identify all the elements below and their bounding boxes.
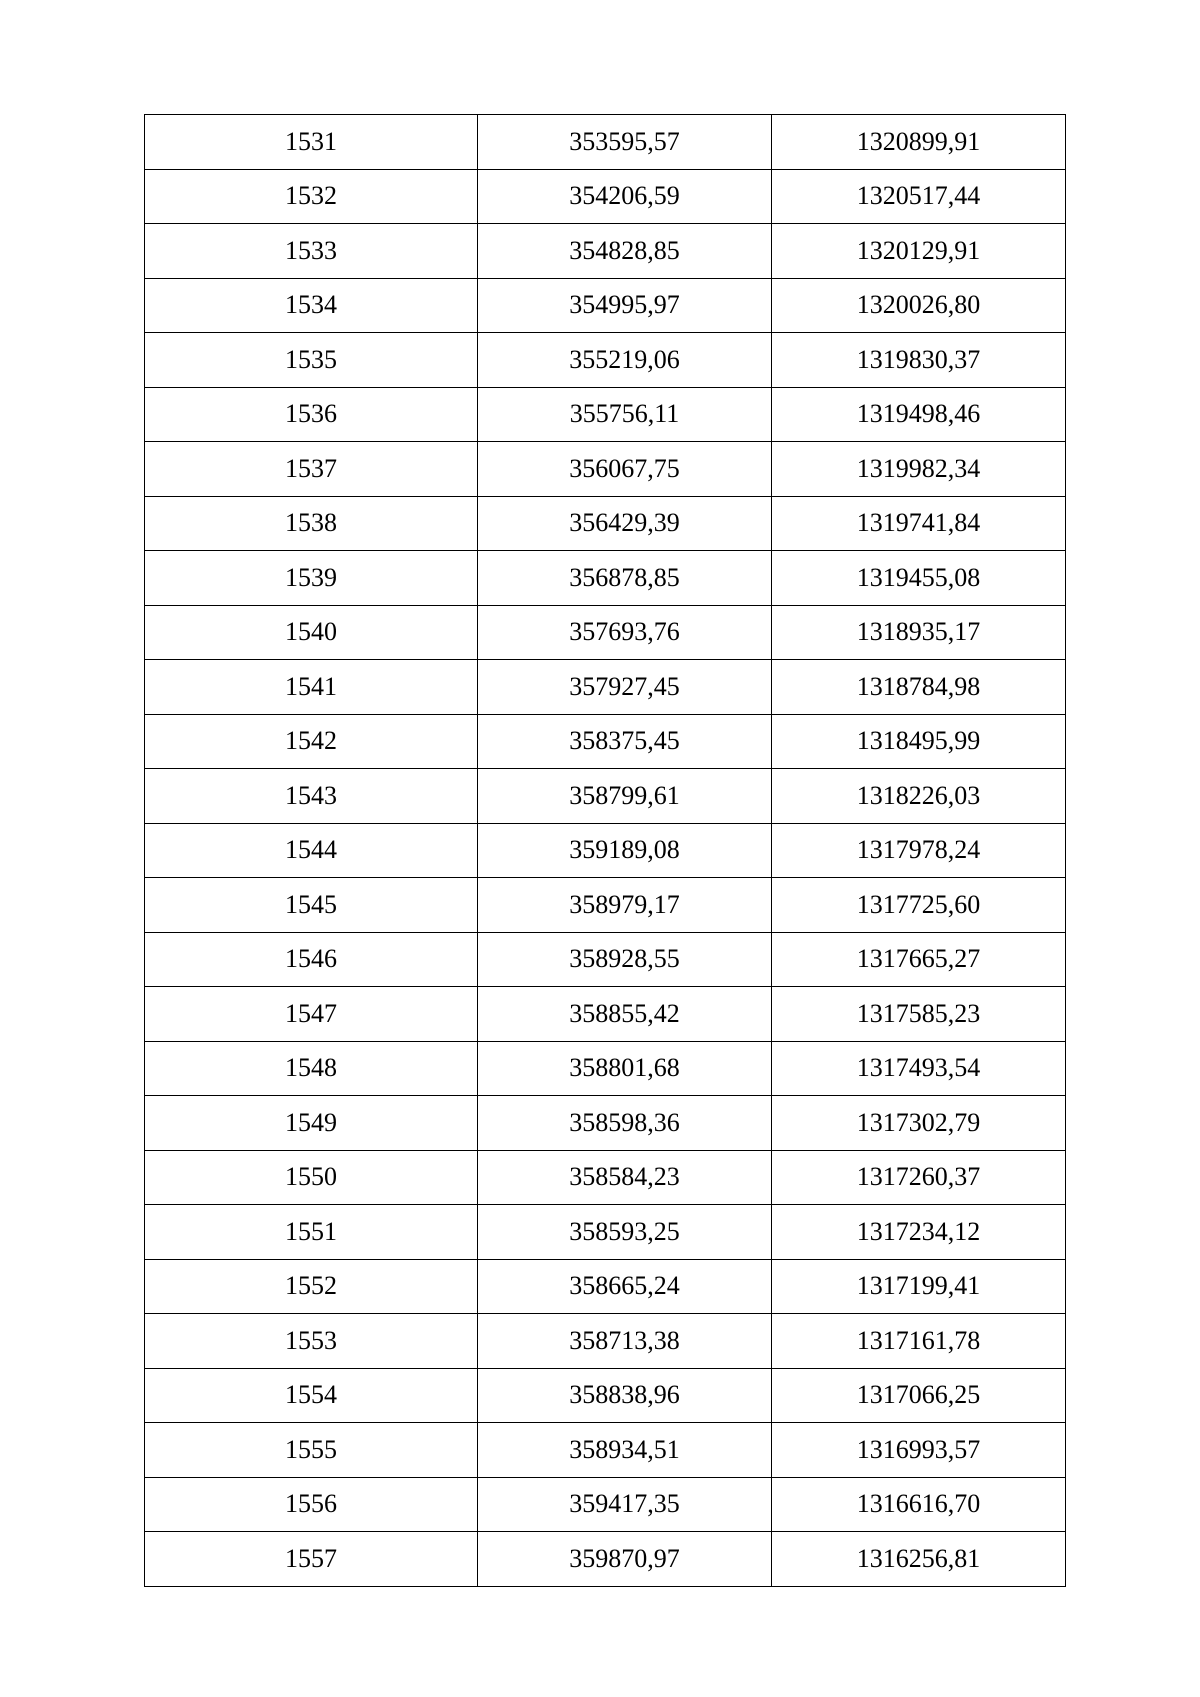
- table-row: [145, 496, 1066, 551]
- point-number-cell: 1544: [145, 823, 478, 878]
- coordinates-table: [144, 114, 1066, 1587]
- x-coordinate-cell: 358934,51: [478, 1423, 772, 1478]
- x-coordinate-cell: 358584,23: [478, 1150, 772, 1205]
- y-coordinate-cell: 1317234,12: [772, 1205, 1066, 1260]
- y-coordinate-cell: 1319455,08: [772, 551, 1066, 606]
- table-row: [145, 551, 1066, 606]
- y-coordinate-cell: 1320899,91: [772, 115, 1066, 170]
- point-number-cell: 1546: [145, 932, 478, 987]
- table-row: [145, 1368, 1066, 1423]
- table-row: [145, 333, 1066, 388]
- x-coordinate-cell: 358375,45: [478, 714, 772, 769]
- table-row: [145, 1205, 1066, 1260]
- y-coordinate-cell: 1317161,78: [772, 1314, 1066, 1369]
- y-coordinate-cell: 1320129,91: [772, 224, 1066, 279]
- x-coordinate-cell: 354828,85: [478, 224, 772, 279]
- point-number-cell: 1552: [145, 1259, 478, 1314]
- x-coordinate-cell: 358593,25: [478, 1205, 772, 1260]
- x-coordinate-cell: 358665,24: [478, 1259, 772, 1314]
- table-row: [145, 932, 1066, 987]
- point-number-cell: 1535: [145, 333, 478, 388]
- point-number-cell: 1543: [145, 769, 478, 824]
- table-row: [145, 115, 1066, 170]
- x-coordinate-cell: 355756,11: [478, 387, 772, 442]
- table-row: [145, 660, 1066, 715]
- y-coordinate-cell: 1317199,41: [772, 1259, 1066, 1314]
- y-coordinate-cell: 1317665,27: [772, 932, 1066, 987]
- x-coordinate-cell: 354206,59: [478, 169, 772, 224]
- y-coordinate-cell: 1318226,03: [772, 769, 1066, 824]
- y-coordinate-cell: 1317978,24: [772, 823, 1066, 878]
- table-row: [145, 987, 1066, 1042]
- table-row: [145, 1096, 1066, 1151]
- x-coordinate-cell: 356878,85: [478, 551, 772, 606]
- y-coordinate-cell: 1316993,57: [772, 1423, 1066, 1478]
- x-coordinate-cell: 355219,06: [478, 333, 772, 388]
- point-number-cell: 1557: [145, 1532, 478, 1587]
- x-coordinate-cell: 354995,97: [478, 278, 772, 333]
- table-row: [145, 1477, 1066, 1532]
- x-coordinate-cell: 356067,75: [478, 442, 772, 497]
- y-coordinate-cell: 1320026,80: [772, 278, 1066, 333]
- point-number-cell: 1555: [145, 1423, 478, 1478]
- point-number-cell: 1531: [145, 115, 478, 170]
- point-number-cell: 1532: [145, 169, 478, 224]
- point-number-cell: 1542: [145, 714, 478, 769]
- point-number-cell: 1549: [145, 1096, 478, 1151]
- table-row: [145, 169, 1066, 224]
- point-number-cell: 1554: [145, 1368, 478, 1423]
- x-coordinate-cell: 358799,61: [478, 769, 772, 824]
- point-number-cell: 1536: [145, 387, 478, 442]
- y-coordinate-cell: 1317260,37: [772, 1150, 1066, 1205]
- table-row: [145, 278, 1066, 333]
- point-number-cell: 1551: [145, 1205, 478, 1260]
- table-row: [145, 224, 1066, 279]
- x-coordinate-cell: 359870,97: [478, 1532, 772, 1587]
- x-coordinate-cell: 358713,38: [478, 1314, 772, 1369]
- y-coordinate-cell: 1318935,17: [772, 605, 1066, 660]
- y-coordinate-cell: 1320517,44: [772, 169, 1066, 224]
- table-row: [145, 1532, 1066, 1587]
- y-coordinate-cell: 1319741,84: [772, 496, 1066, 551]
- point-number-cell: 1550: [145, 1150, 478, 1205]
- x-coordinate-cell: 359417,35: [478, 1477, 772, 1532]
- x-coordinate-cell: 353595,57: [478, 115, 772, 170]
- table-row: [145, 714, 1066, 769]
- y-coordinate-cell: 1319498,46: [772, 387, 1066, 442]
- point-number-cell: 1547: [145, 987, 478, 1042]
- point-number-cell: 1541: [145, 660, 478, 715]
- table-row: [145, 878, 1066, 933]
- x-coordinate-cell: 357927,45: [478, 660, 772, 715]
- table-row: [145, 1314, 1066, 1369]
- y-coordinate-cell: 1318784,98: [772, 660, 1066, 715]
- point-number-cell: 1533: [145, 224, 478, 279]
- point-number-cell: 1538: [145, 496, 478, 551]
- x-coordinate-cell: 358801,68: [478, 1041, 772, 1096]
- x-coordinate-cell: 358979,17: [478, 878, 772, 933]
- y-coordinate-cell: 1317302,79: [772, 1096, 1066, 1151]
- y-coordinate-cell: 1317066,25: [772, 1368, 1066, 1423]
- y-coordinate-cell: 1316616,70: [772, 1477, 1066, 1532]
- point-number-cell: 1545: [145, 878, 478, 933]
- table-row: [145, 387, 1066, 442]
- table-row: [145, 823, 1066, 878]
- y-coordinate-cell: 1317493,54: [772, 1041, 1066, 1096]
- table-row: [145, 769, 1066, 824]
- x-coordinate-cell: 358928,55: [478, 932, 772, 987]
- table-row: [145, 442, 1066, 497]
- y-coordinate-cell: 1319982,34: [772, 442, 1066, 497]
- x-coordinate-cell: 358838,96: [478, 1368, 772, 1423]
- point-number-cell: 1539: [145, 551, 478, 606]
- point-number-cell: 1537: [145, 442, 478, 497]
- coordinates-table-body: [145, 115, 1066, 1587]
- table-row: [145, 605, 1066, 660]
- point-number-cell: 1534: [145, 278, 478, 333]
- point-number-cell: 1556: [145, 1477, 478, 1532]
- point-number-cell: 1548: [145, 1041, 478, 1096]
- x-coordinate-cell: 356429,39: [478, 496, 772, 551]
- x-coordinate-cell: 358598,36: [478, 1096, 772, 1151]
- table-row: [145, 1041, 1066, 1096]
- y-coordinate-cell: 1317585,23: [772, 987, 1066, 1042]
- y-coordinate-cell: 1319830,37: [772, 333, 1066, 388]
- point-number-cell: 1540: [145, 605, 478, 660]
- x-coordinate-cell: 359189,08: [478, 823, 772, 878]
- table-row: [145, 1259, 1066, 1314]
- y-coordinate-cell: 1318495,99: [772, 714, 1066, 769]
- x-coordinate-cell: 358855,42: [478, 987, 772, 1042]
- y-coordinate-cell: 1317725,60: [772, 878, 1066, 933]
- point-number-cell: 1553: [145, 1314, 478, 1369]
- y-coordinate-cell: 1316256,81: [772, 1532, 1066, 1587]
- table-row: [145, 1150, 1066, 1205]
- x-coordinate-cell: 357693,76: [478, 605, 772, 660]
- table-row: [145, 1423, 1066, 1478]
